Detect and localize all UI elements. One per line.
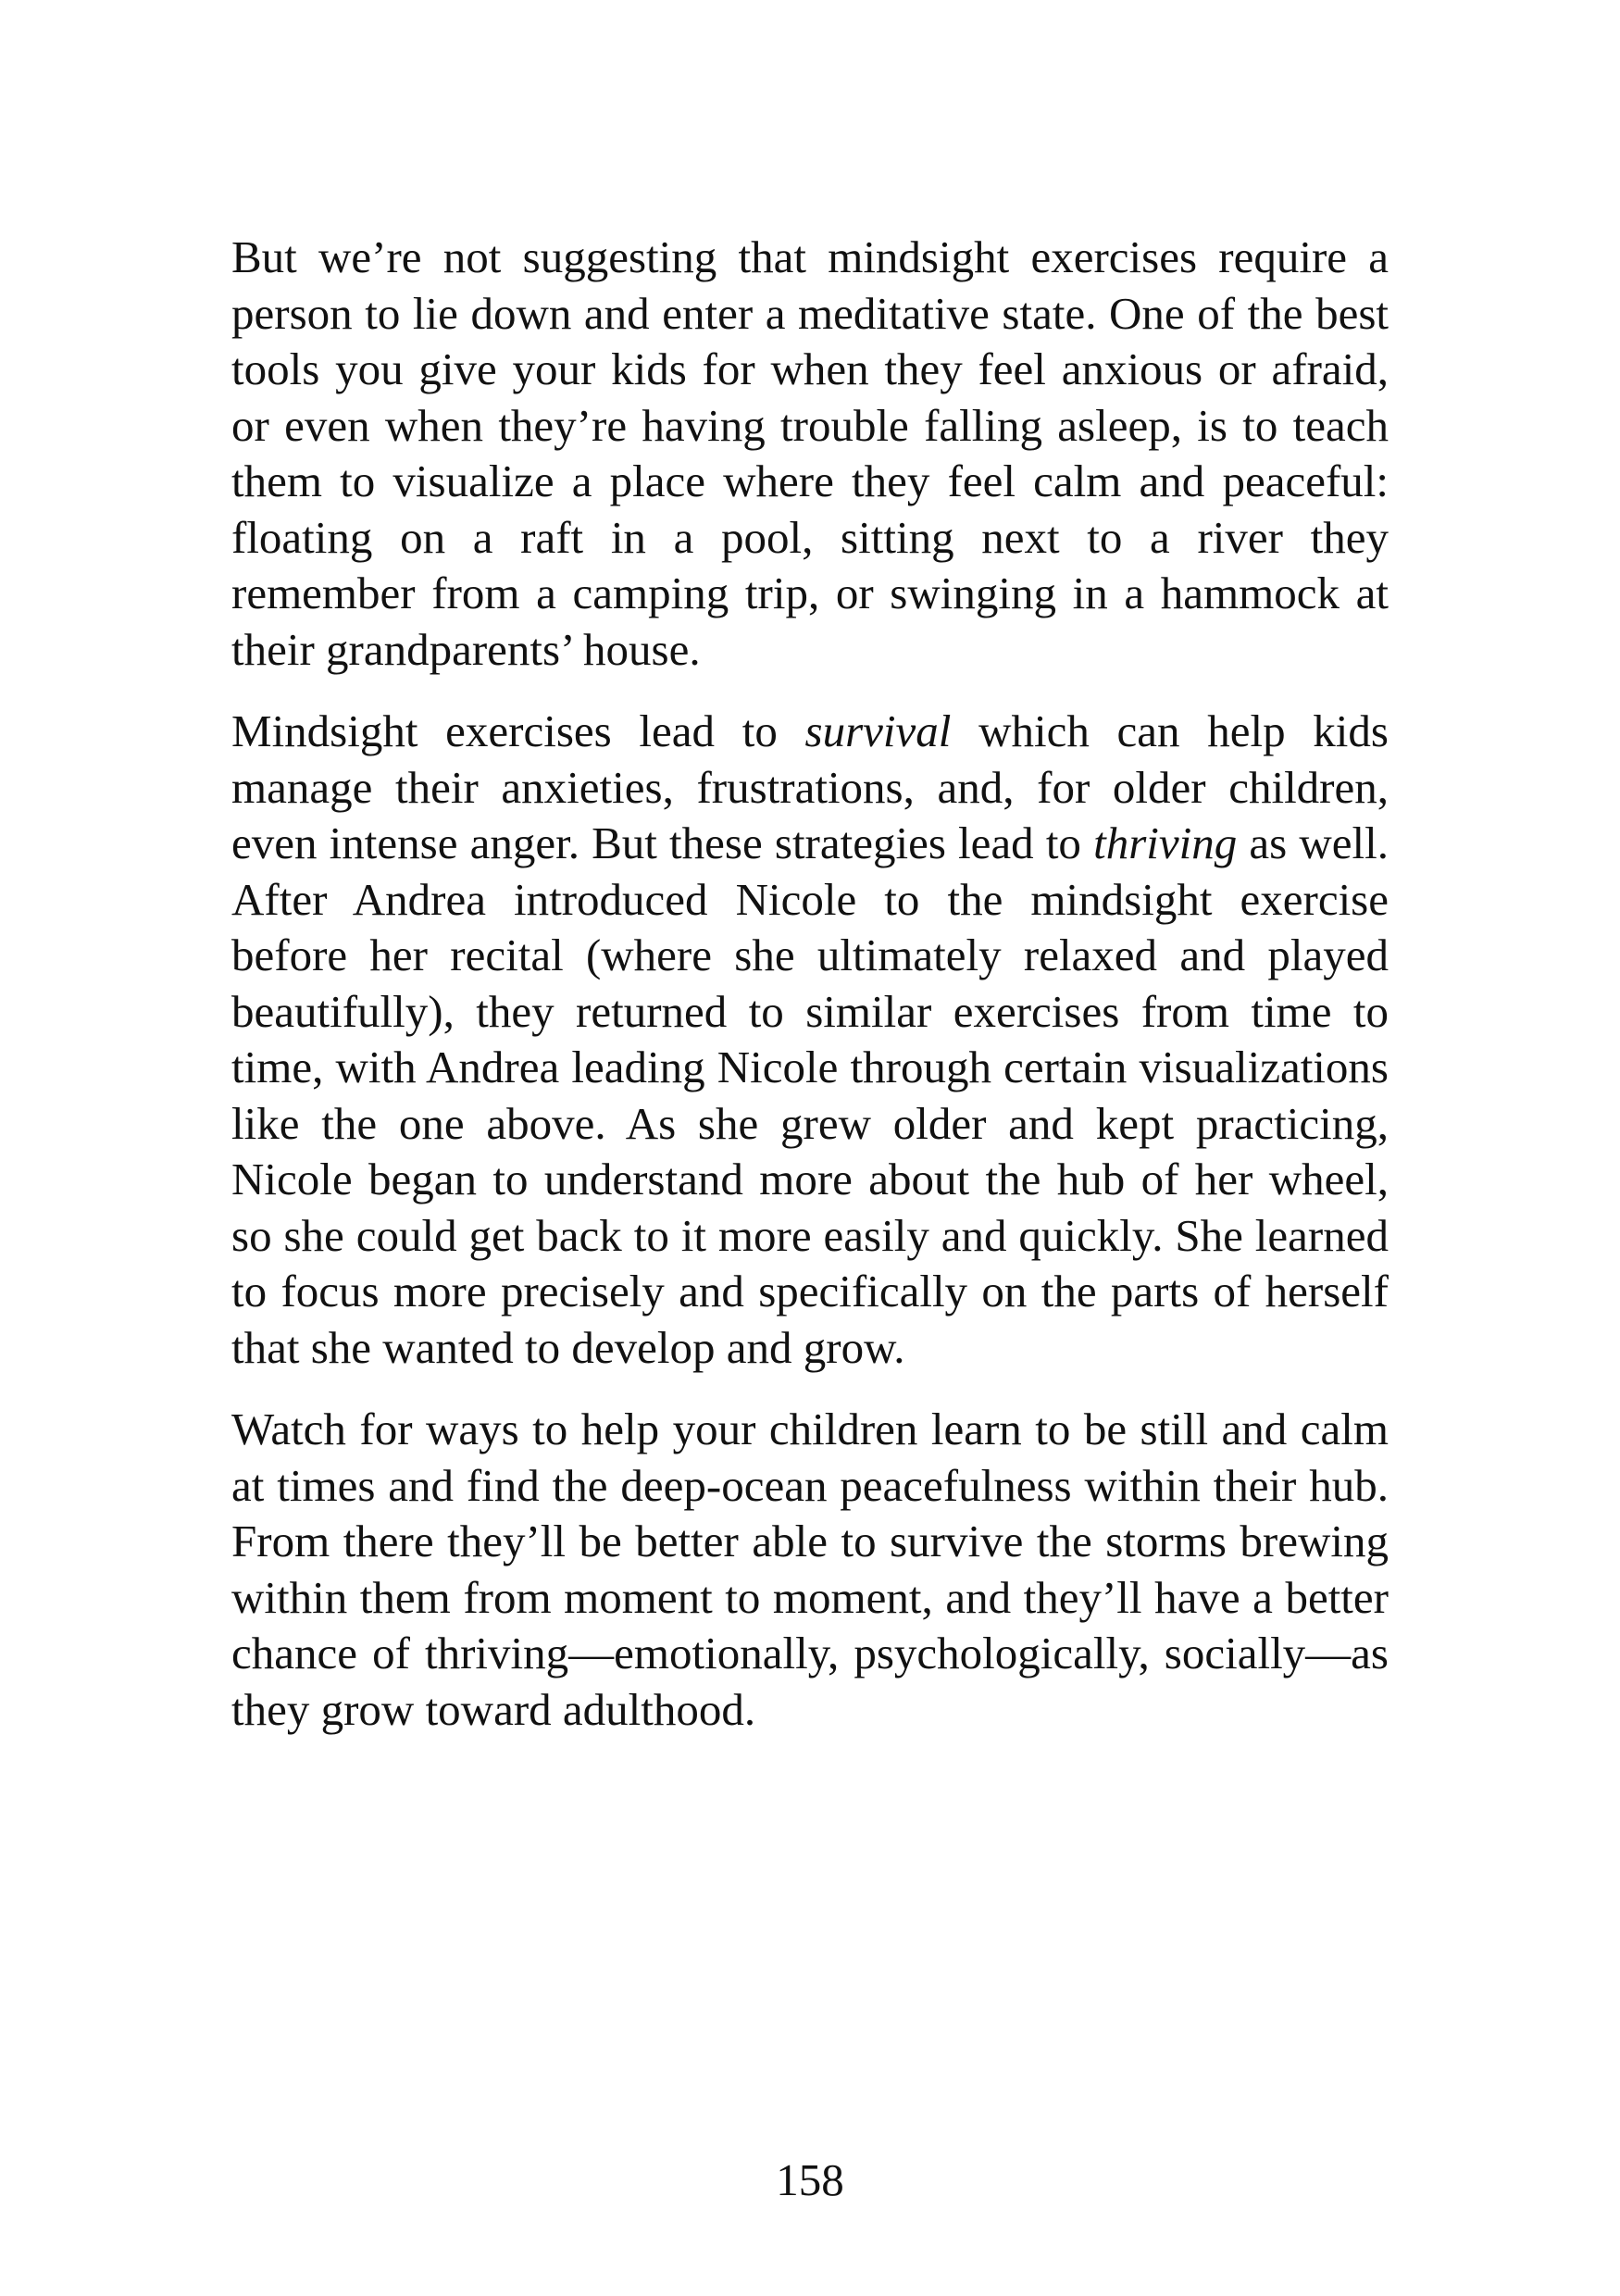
paragraph-3-text: Watch for ways to help your children learn to be still and calm at times and find the deep-ocean peacefulness within their hub. From there they’ll be better able to survive the storms brewing within them from moment to moment, and they’ll have a better chance of thriving—emotionally, psychologically, socially—as they grow toward adulthood. bbox=[231, 1404, 1389, 1735]
paragraph-2-text-c: as well. After Andrea introduced Nicole to the mindsight exercise before her recital (where she ultimately relaxed and played beautifully), they returned to similar exercises from time to time, with Andrea leading Nicole through certain visualizations like the one above. As she grew older and kept practicing, Nicole began to understand more about the hub of her wheel, so she could get back to it more easily and quickly. She learned to focus more precisely and specifically on the parts of herself that she wanted to develop and grow. bbox=[231, 817, 1389, 1373]
paragraph-3 bbox=[231, 1402, 1389, 1738]
paragraph-1-text: But we’re not suggesting that mindsight exercises require a person to lie down and enter a meditative state. One of the best tools you give your kids for when they feel anxious or afraid, or even when they’re having trouble falling asleep, is to teach them to visualize a place where they feel calm and peaceful: floating on a raft in a pool, sitting next to a river they remember from a camping trip, or swinging in a hammock at their grandparents’ house. bbox=[231, 231, 1389, 675]
paragraph-1 bbox=[231, 230, 1389, 678]
paragraph-2-text-a: Mindsight exercises lead to bbox=[231, 705, 805, 756]
page-number: 158 bbox=[776, 2154, 844, 2205]
paragraph-2 bbox=[231, 704, 1389, 1376]
emphasis-thriving: thriving bbox=[1093, 817, 1238, 868]
body-text bbox=[231, 230, 1389, 1738]
paragraph-2-text-b: which can help kids manage their anxieties, frustrations, and, for older children, even intense anger. But these strategies lead to bbox=[231, 705, 1389, 868]
emphasis-survival: survival bbox=[804, 705, 952, 756]
